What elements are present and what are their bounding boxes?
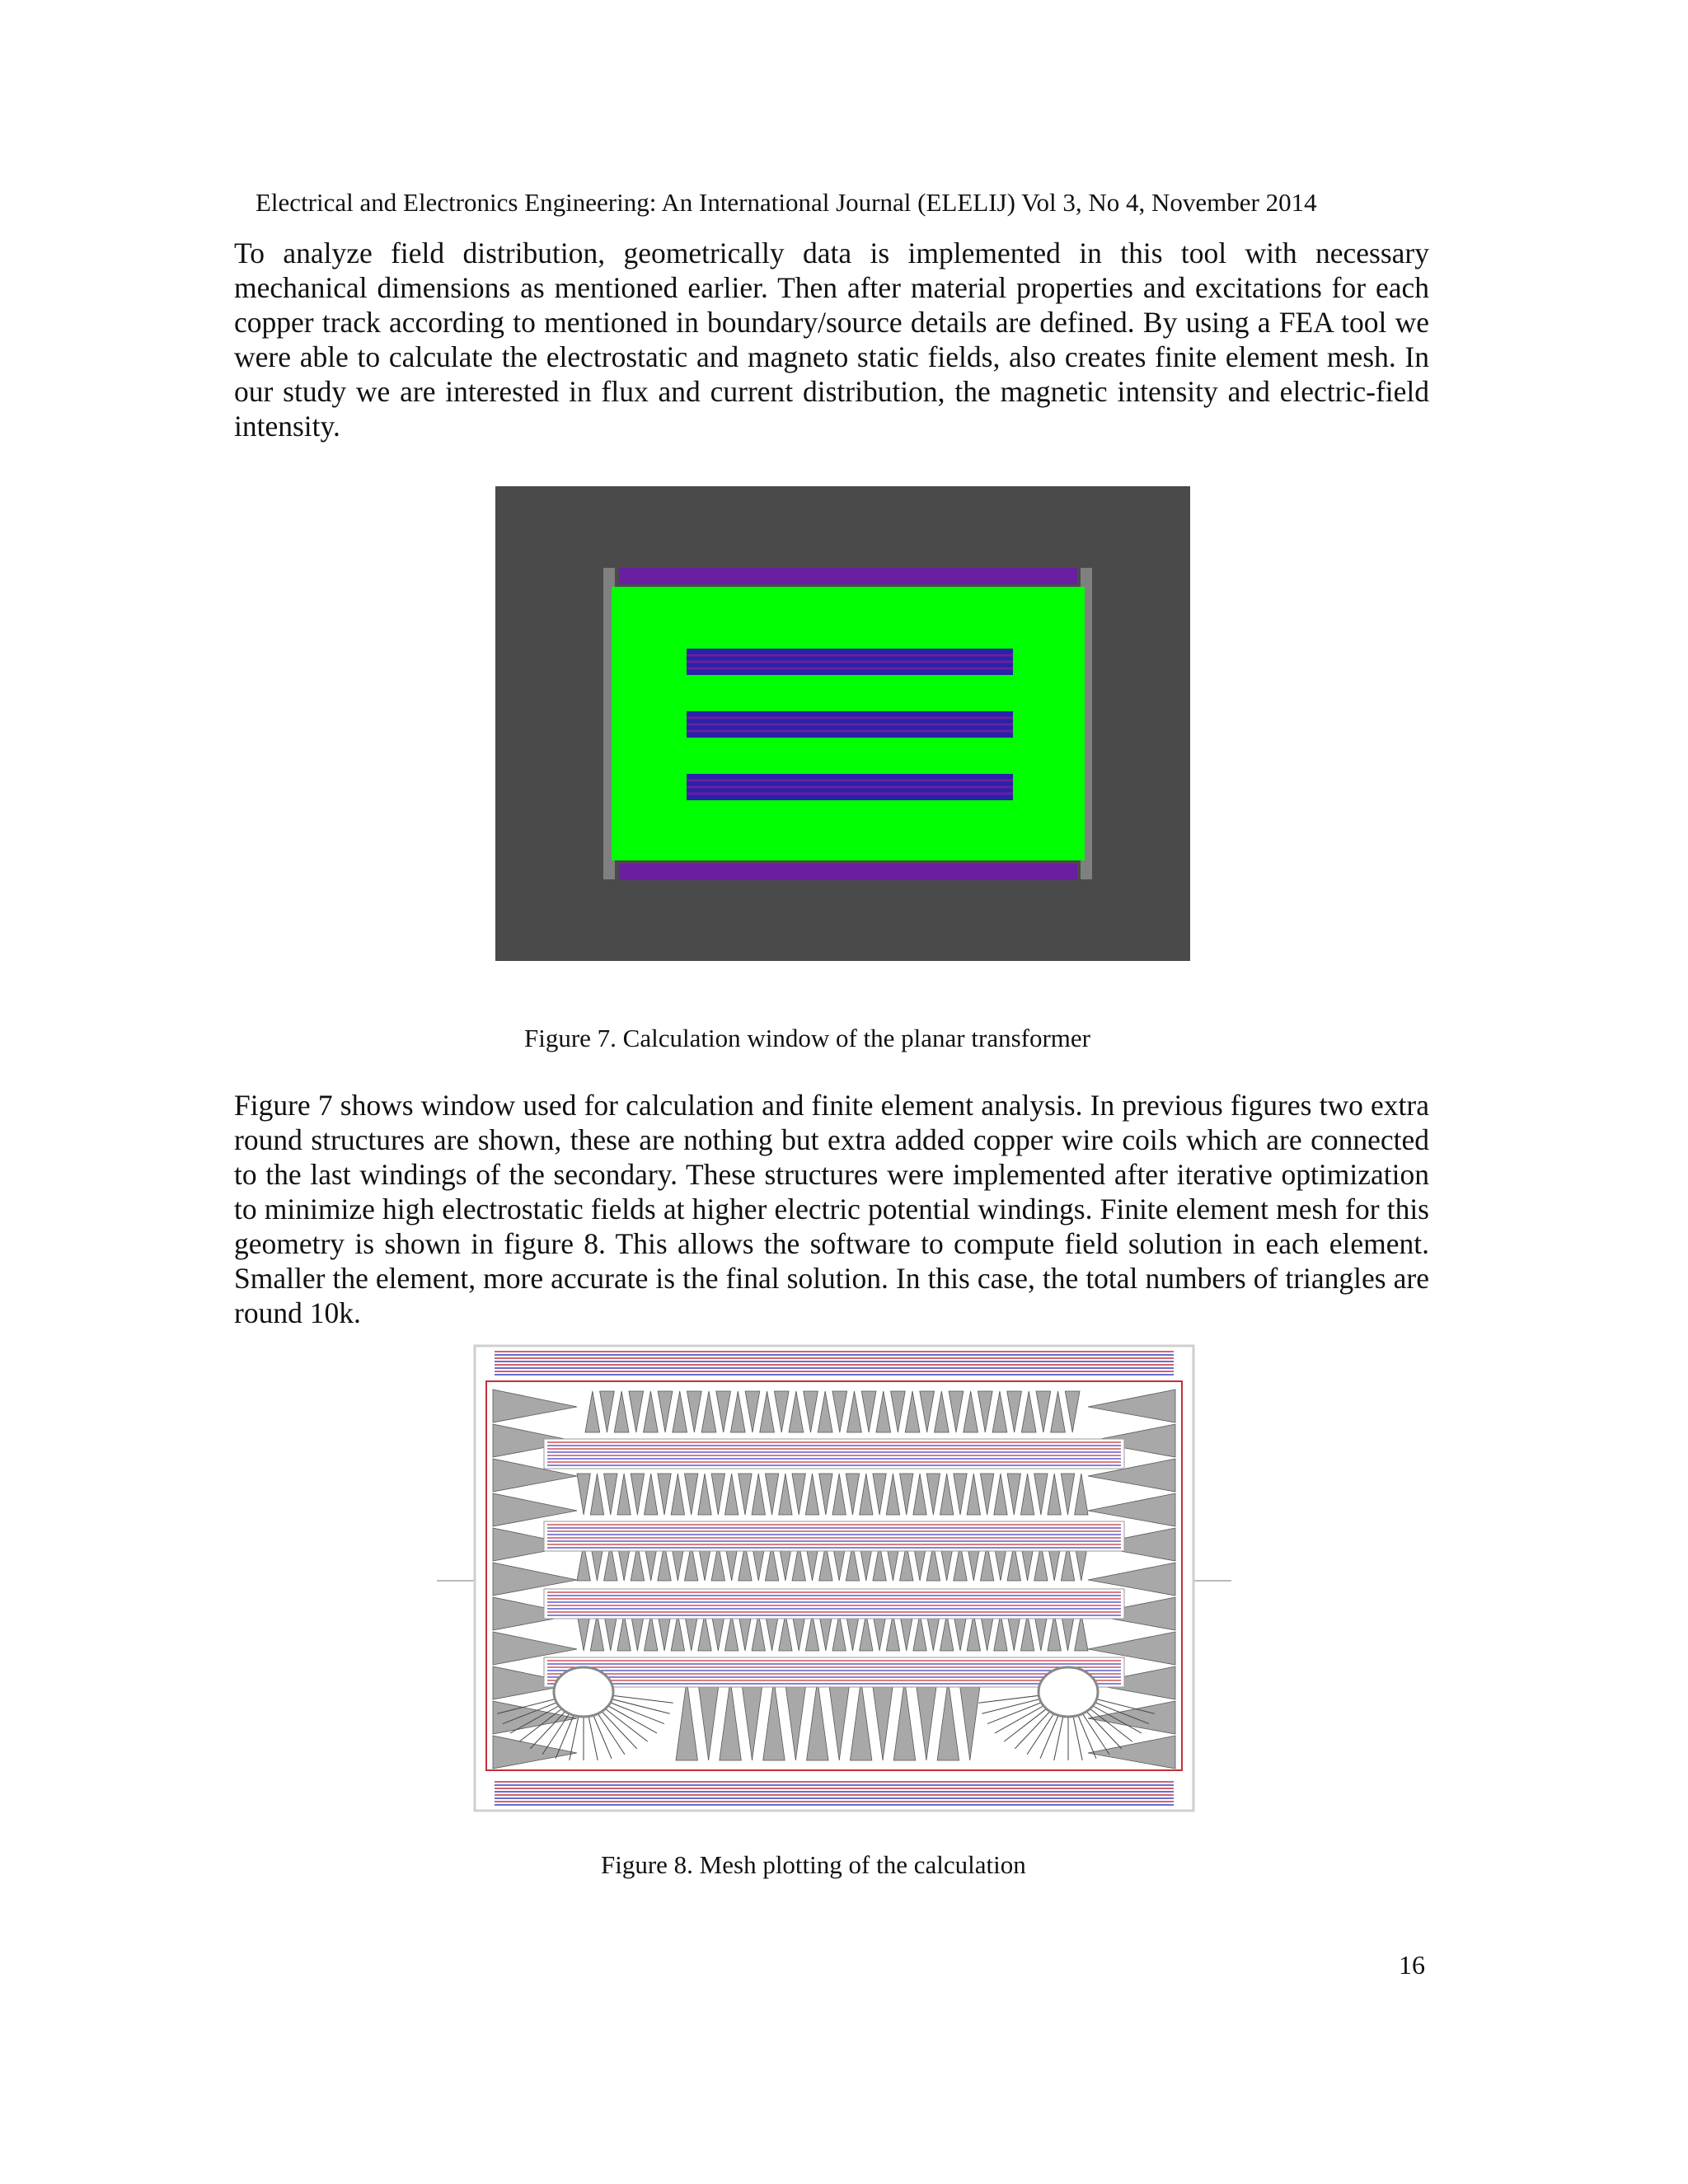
figure-7-calculation-window [495,486,1190,961]
paragraph-1: To analyze field distribution, geometrically data is implemented in this tool with necessary mechanical dimensions as mentioned earlier. Then after material properties and excitations for each copper track according to mentioned in boundary/source details are defined. By using a FEA tool we were able to calculate the electrostatic and magneto static fields, also creates finite element mesh. In our study we are interested in flux and current distribution, the magnetic intensity and electric-field intensity. [234,237,1429,443]
figure-7-image [495,486,1190,961]
figure-8-caption: Figure 8. Mesh plotting of the calculation [601,1850,1026,1879]
winding-layer-1 [687,649,1013,675]
bottom-winding [619,864,1077,880]
top-winding [619,568,1077,584]
figure-7-caption: Figure 7. Calculation window of the planar transformer [524,1024,1090,1052]
left-round-coil [554,1667,613,1717]
figure-8-mesh-plot [437,1342,1231,1814]
winding-layer-2 [687,711,1013,738]
right-round-coil [1039,1667,1098,1717]
paragraph-2: Figure 7 shows window used for calculation and finite element analysis. In previous figures two extra round structures are shown, these are nothing but extra added copper wire coils which are connected to the last windings of the secondary. These structures were implemented after iterative optimization to minimize high electrostatic fields at higher electric potential windings. Finite element mesh for this geometry is shown in figure 8. This allows the software to compute field solution in each element. Smaller the element, more accurate is the final solution. In this case, the total numbers of triangles are round 10k. [234,1089,1429,1329]
page-number: 16 [1399,1950,1425,1980]
figure-8-image [437,1342,1231,1814]
running-header: Electrical and Electronics Engineering: An International Journal (ELELIJ) Vol 3, No 4, November 2014 [256,188,1317,217]
winding-layer-3 [687,774,1013,800]
